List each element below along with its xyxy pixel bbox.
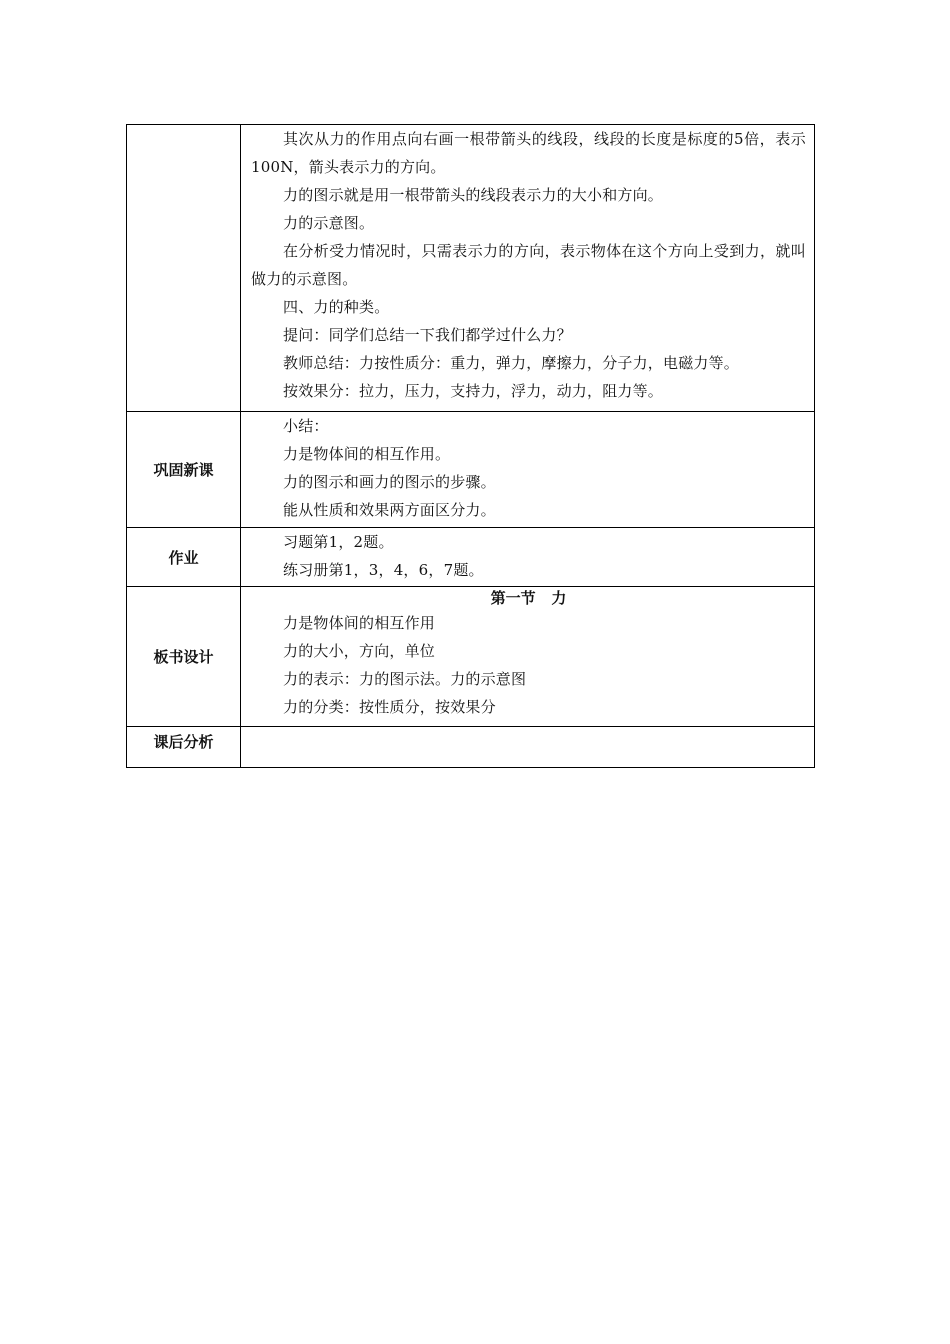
paragraph: 其次从力的作用点向右画一根带箭头的线段，线段的长度是标度的5倍，表示100N，箭头表示力的方向。 <box>251 130 806 176</box>
board-title: 第一节 力 <box>490 589 567 607</box>
paragraph: 力的分类：按性质分，按效果分 <box>283 698 496 716</box>
paragraph: 力是物体间的相互作用 <box>283 614 436 632</box>
paragraph: 力的大小，方向，单位 <box>283 642 436 660</box>
paragraph: 力的图示和画力的图示的步骤。 <box>283 473 496 491</box>
row-content-consolidate <box>241 412 815 528</box>
paragraph: 能从性质和效果两方面区分力。 <box>283 501 496 519</box>
table-row-homework <box>127 528 815 587</box>
row-label-analysis: 课后分析 <box>127 727 241 768</box>
paragraph: 四、力的种类。 <box>283 298 390 316</box>
paragraph: 教师总结：力按性质分：重力，弹力，摩擦力，分子力，电磁力等。 <box>283 354 740 372</box>
table-row-analysis <box>127 727 815 768</box>
paragraph: 力是物体间的相互作用。 <box>283 445 451 463</box>
row-label-consolidate: 巩固新课 <box>127 412 241 528</box>
paragraph: 按效果分：拉力，压力，支持力，浮力，动力，阻力等。 <box>283 382 664 400</box>
paragraph: 力的图示就是用一根带箭头的线段表示力的大小和方向。 <box>283 186 664 204</box>
row-content-board-design <box>241 587 815 727</box>
row-label-teaching <box>127 125 241 412</box>
paragraph: 习题第1，2题。 <box>283 533 394 551</box>
paragraph: 在分析受力情况时，只需表示力的方向，表示物体在这个方向上受到力，就叫做力的示意图。 <box>251 242 806 288</box>
paragraph: 提问：同学们总结一下我们都学过什么力？ <box>283 326 572 344</box>
paragraph: 力的表示：力的图示法。力的示意图 <box>283 670 527 688</box>
paragraph: 小结： <box>283 417 329 435</box>
paragraph: 力的示意图。 <box>283 214 375 232</box>
table-row-consolidate <box>127 412 815 528</box>
row-label-board-design: 板书设计 <box>127 587 241 727</box>
table-row-teaching <box>127 125 815 412</box>
table-row-board-design <box>127 587 815 727</box>
row-label-homework: 作业 <box>127 528 241 587</box>
row-content-analysis <box>241 727 815 768</box>
paragraph: 练习册第1，3，4，6，7题。 <box>283 561 484 579</box>
row-content-teaching <box>241 125 815 412</box>
lesson-plan-table <box>126 124 815 768</box>
row-content-homework <box>241 528 815 587</box>
